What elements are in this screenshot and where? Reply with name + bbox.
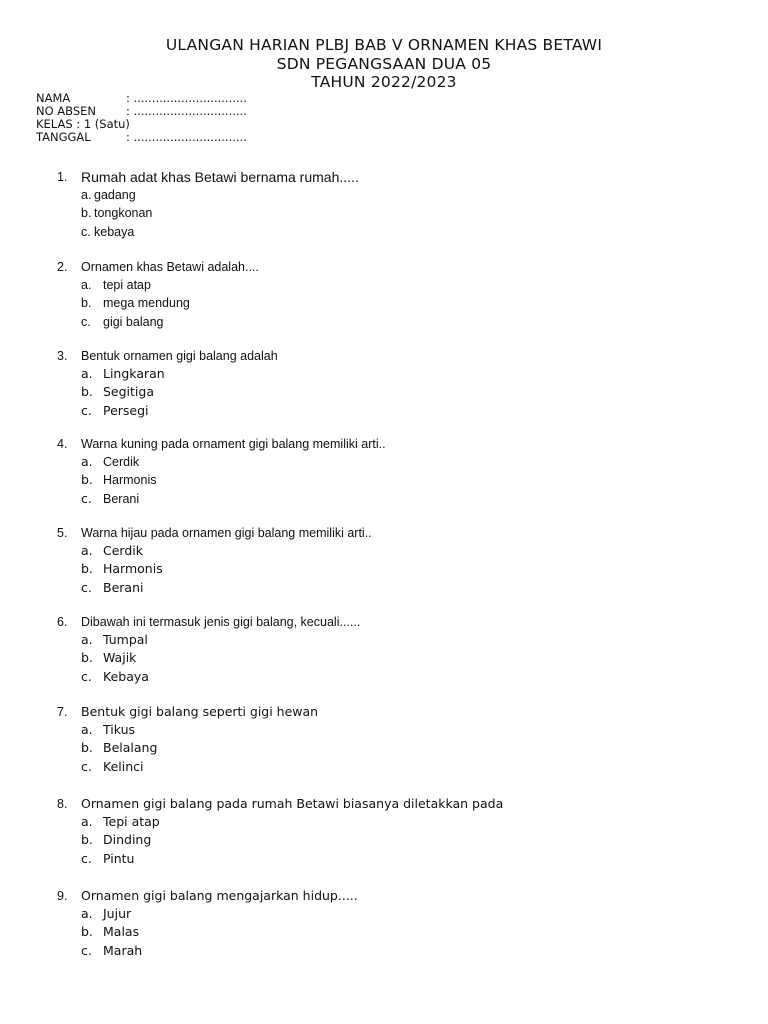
option-b <box>57 471 747 489</box>
option-a <box>57 186 747 204</box>
option-c <box>57 850 747 868</box>
question-number: 7. <box>57 705 68 719</box>
option-text: kebaya <box>94 224 135 239</box>
kelas-text: KELAS : 1 (Satu) <box>36 117 130 131</box>
option-b <box>57 831 747 849</box>
option-letter: a. <box>81 366 93 381</box>
option-text: Persegi <box>103 402 149 418</box>
question-stem <box>57 887 747 905</box>
option-letter: c. <box>81 314 91 329</box>
option-text: Tepi atap <box>103 814 160 829</box>
question-text: Dibawah ini termasuk jenis gigi balang, kecuali...... <box>81 615 361 629</box>
question-text: Warna kuning pada ornament gigi balang memiliki arti.. <box>81 437 386 451</box>
question-3 <box>57 347 747 420</box>
option-b <box>57 649 747 667</box>
option-b <box>57 294 747 312</box>
option-letter: b. <box>81 206 92 221</box>
option-c <box>57 758 747 776</box>
option-c <box>57 668 747 686</box>
question-text: Bentuk gigi balang seperti gigi hewan <box>81 704 319 719</box>
option-a <box>57 721 747 739</box>
question-stem <box>57 613 747 631</box>
question-text: Ornamen gigi balang pada rumah Betawi biasanya diletakkan pada <box>81 796 504 811</box>
option-text: Dinding <box>103 832 152 848</box>
option-letter: c. <box>81 850 92 866</box>
option-letter: a. <box>81 722 93 737</box>
question-number: 9. <box>57 889 68 903</box>
option-text: Berani <box>103 579 144 595</box>
option-c <box>57 402 747 420</box>
question-stem <box>57 347 747 365</box>
option-letter: a. <box>81 814 93 829</box>
option-letter: b. <box>81 296 92 311</box>
option-letter: b. <box>81 832 93 848</box>
option-letter: b. <box>81 472 93 488</box>
option-b <box>57 383 747 401</box>
option-a <box>57 276 747 294</box>
question-stem <box>57 258 747 276</box>
question-8 <box>57 795 747 868</box>
option-text: Harmonis <box>103 561 163 577</box>
question-5 <box>57 524 747 597</box>
option-c <box>57 942 747 960</box>
option-text: Cerdik <box>103 543 143 558</box>
school-year: TAHUN 2022/2023 <box>311 73 457 91</box>
option-letter: c. <box>81 490 92 506</box>
question-number: 5. <box>57 526 68 540</box>
option-a <box>57 631 747 649</box>
option-letter: c. <box>81 402 92 418</box>
question-2 <box>57 258 747 331</box>
option-letter: c. <box>81 224 91 239</box>
option-letter: b. <box>81 650 93 666</box>
question-text: Ornamen khas Betawi adalah.... <box>81 260 259 274</box>
question-number: 1. <box>57 170 68 184</box>
question-stem <box>57 795 747 813</box>
option-text: Harmonis <box>103 473 157 488</box>
nama-label: NAMA <box>36 91 71 105</box>
question-4 <box>57 435 747 508</box>
question-9 <box>57 887 747 960</box>
question-number: 3. <box>57 349 68 363</box>
option-letter: b. <box>81 924 93 940</box>
option-text: Jujur <box>103 906 132 921</box>
option-a <box>57 905 747 923</box>
option-c <box>57 223 747 241</box>
question-6 <box>57 613 747 686</box>
question-stem <box>57 703 747 721</box>
option-b <box>57 739 747 757</box>
option-letter: b. <box>81 740 93 756</box>
question-number: 2. <box>57 260 68 274</box>
option-text: Cerdik <box>103 455 140 469</box>
question-stem <box>57 168 747 186</box>
question-number: 4. <box>57 437 68 451</box>
question-number: 8. <box>57 797 68 811</box>
option-letter: a. <box>81 454 93 469</box>
option-letter: a. <box>81 632 93 647</box>
option-text: mega mendung <box>103 296 190 311</box>
option-letter: a. <box>81 278 92 292</box>
question-7 <box>57 703 747 776</box>
question-text: Ornamen gigi balang mengajarkan hidup..... <box>81 888 358 903</box>
option-letter: b. <box>81 561 93 577</box>
option-text: tongkonan <box>94 206 153 221</box>
question-text: Rumah adat khas Betawi bernama rumah..... <box>81 169 359 185</box>
option-text: Berani <box>103 491 140 506</box>
option-a <box>57 542 747 560</box>
option-text: tepi atap <box>103 278 151 292</box>
question-text: Bentuk ornamen gigi balang adalah <box>81 349 278 363</box>
question-1 <box>57 168 747 241</box>
option-text: Lingkaran <box>103 366 165 381</box>
document-header <box>0 36 768 92</box>
option-c <box>57 490 747 508</box>
option-text: Segitiga <box>103 384 155 400</box>
option-letter: c. <box>81 942 92 958</box>
option-text: Tikus <box>103 722 136 737</box>
option-a <box>57 453 747 471</box>
option-c <box>57 579 747 597</box>
option-letter: a. <box>81 188 92 202</box>
option-letter: b. <box>81 384 93 400</box>
option-c <box>57 313 747 331</box>
option-a <box>57 365 747 383</box>
option-text: Malas <box>103 924 140 940</box>
option-text: Kelinci <box>103 758 144 774</box>
school-name: SDN PEGANGSAAN DUA 05 <box>276 54 492 73</box>
question-number: 6. <box>57 615 68 629</box>
option-b <box>57 560 747 578</box>
question-text: Warna hijau pada ornamen gigi balang memiliki arti.. <box>81 526 372 540</box>
question-stem <box>57 524 747 542</box>
option-text: Belalang <box>103 740 158 756</box>
question-stem <box>57 435 747 453</box>
nama-field: : ............................... <box>126 91 247 105</box>
option-letter: c. <box>81 758 92 774</box>
tanggal-field: : ............................... <box>126 130 247 144</box>
option-letter: c. <box>81 579 92 595</box>
option-text: Kebaya <box>103 668 149 684</box>
exam-title: ULANGAN HARIAN PLBJ BAB V ORNAMEN KHAS BETAWI <box>165 36 603 54</box>
option-text: gadang <box>94 188 136 202</box>
option-b <box>57 204 747 222</box>
option-b <box>57 923 747 941</box>
option-text: Wajik <box>103 650 137 666</box>
option-letter: c. <box>81 668 92 684</box>
option-a <box>57 813 747 831</box>
option-text: Marah <box>103 942 143 958</box>
option-letter: a. <box>81 543 93 558</box>
absen-label: NO ABSEN <box>36 104 97 118</box>
option-text: gigi balang <box>103 314 164 329</box>
option-letter: a. <box>81 906 93 921</box>
option-text: Tumpal <box>103 632 148 647</box>
absen-field: : ............................... <box>126 104 247 118</box>
option-text: Pintu <box>103 850 135 866</box>
tanggal-label: TANGGAL <box>36 130 91 144</box>
